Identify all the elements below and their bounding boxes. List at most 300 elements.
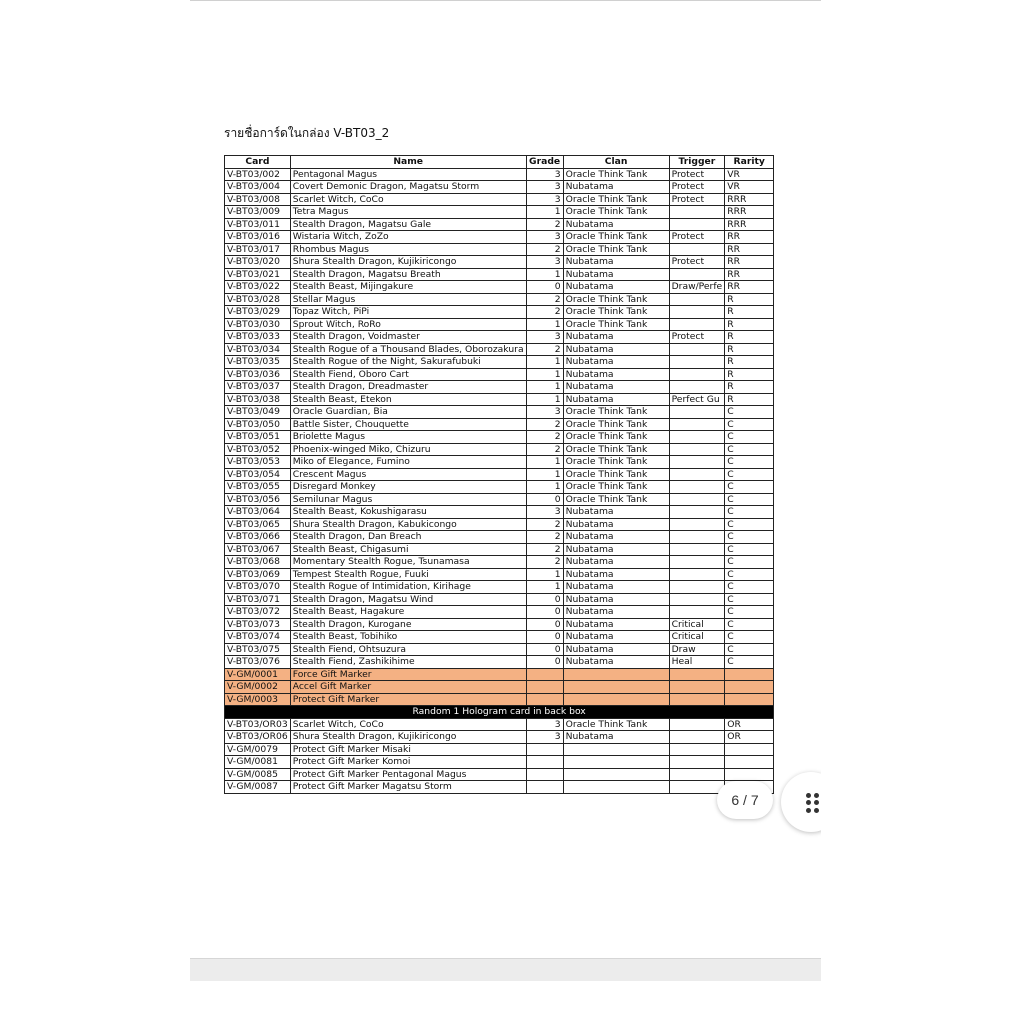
table-row (225, 193, 774, 206)
cell-name: Semilunar Magus (290, 493, 526, 506)
cell-grade: 1 (526, 381, 563, 394)
cell-card: V-BT03/OR06 (225, 731, 291, 744)
cell-card: V-BT03/011 (225, 218, 291, 231)
cell-rarity: RRR (725, 206, 774, 219)
cell-trigger (669, 543, 725, 556)
cell-name: Protect Gift Marker Magatsu Storm (290, 781, 526, 794)
cell-clan: Nubatama (563, 256, 669, 269)
cell-grade: 1 (526, 206, 563, 219)
cell-card: V-BT03/004 (225, 181, 291, 194)
cell-clan: Nubatama (563, 731, 669, 744)
cell-clan: Oracle Think Tank (563, 231, 669, 244)
column-header-clan: Clan (563, 156, 669, 169)
cell-trigger (669, 268, 725, 281)
table-row (225, 493, 774, 506)
cell-clan: Oracle Think Tank (563, 443, 669, 456)
cell-clan: Oracle Think Tank (563, 718, 669, 731)
cell-rarity: RR (725, 243, 774, 256)
table-row (225, 468, 774, 481)
cell-rarity: C (725, 606, 774, 619)
table-row (225, 281, 774, 294)
table-row (225, 731, 774, 744)
cell-rarity: C (725, 456, 774, 469)
table-row (225, 443, 774, 456)
cell-rarity: C (725, 493, 774, 506)
page-title: รายชื่อการ์ดในกล่อง V-BT03_2 (224, 126, 390, 140)
table-row (225, 768, 774, 781)
cell-name: Oracle Guardian, Bia (290, 406, 526, 419)
cell-clan: Nubatama (563, 643, 669, 656)
cell-rarity: C (725, 531, 774, 544)
cell-rarity: VR (725, 168, 774, 181)
cell-rarity: C (725, 631, 774, 644)
cell-grade: 0 (526, 606, 563, 619)
cell-name: Miko of Elegance, Fumino (290, 456, 526, 469)
cell-card: V-GM/0079 (225, 743, 291, 756)
cell-grade: 2 (526, 556, 563, 569)
cell-name: Shura Stealth Dragon, Kujikiricongo (290, 256, 526, 269)
cell-card: V-BT03/069 (225, 568, 291, 581)
cell-rarity: VR (725, 181, 774, 194)
cell-grade (526, 668, 563, 681)
cell-grade: 3 (526, 506, 563, 519)
cell-name: Stealth Dragon, Dan Breach (290, 531, 526, 544)
cell-clan: Oracle Think Tank (563, 481, 669, 494)
cell-grade: 2 (526, 218, 563, 231)
cell-trigger: Draw/Perfe (669, 281, 725, 294)
cell-name: Accel Gift Marker (290, 681, 526, 694)
cell-rarity: C (725, 406, 774, 419)
cell-grade: 0 (526, 643, 563, 656)
cell-trigger (669, 306, 725, 319)
cell-name: Stealth Beast, Mijingakure (290, 281, 526, 294)
cell-card: V-BT03/028 (225, 293, 291, 306)
cell-name: Protect Gift Marker Misaki (290, 743, 526, 756)
cell-grade: 2 (526, 293, 563, 306)
cell-grade: 1 (526, 368, 563, 381)
table-row (225, 268, 774, 281)
cell-trigger (669, 481, 725, 494)
cell-name: Disregard Monkey (290, 481, 526, 494)
table-row (225, 331, 774, 344)
table-row (225, 293, 774, 306)
cell-name: Stealth Dragon, Voidmaster (290, 331, 526, 344)
cell-grade: 2 (526, 531, 563, 544)
cell-trigger (669, 756, 725, 769)
cell-clan: Nubatama (563, 368, 669, 381)
cell-card: V-BT03/071 (225, 593, 291, 606)
cell-clan (563, 668, 669, 681)
page-indicator: 6 / 7 (717, 781, 773, 819)
table-row (225, 206, 774, 219)
cell-trigger (669, 293, 725, 306)
cell-clan: Nubatama (563, 506, 669, 519)
table-row (225, 393, 774, 406)
hologram-banner-row (225, 706, 774, 719)
cell-rarity: RR (725, 231, 774, 244)
table-row (225, 231, 774, 244)
cell-trigger (669, 768, 725, 781)
cell-clan: Nubatama (563, 568, 669, 581)
cell-grade: 2 (526, 243, 563, 256)
cell-rarity: C (725, 543, 774, 556)
cell-rarity: RR (725, 281, 774, 294)
cell-rarity: R (725, 306, 774, 319)
cell-rarity: C (725, 581, 774, 594)
cell-clan: Oracle Think Tank (563, 456, 669, 469)
cell-trigger (669, 743, 725, 756)
cell-name: Briolette Magus (290, 431, 526, 444)
cell-name: Covert Demonic Dragon, Magatsu Storm (290, 181, 526, 194)
cell-grade: 3 (526, 731, 563, 744)
table-row (225, 743, 774, 756)
cell-card: V-BT03/054 (225, 468, 291, 481)
cell-trigger (669, 493, 725, 506)
cell-trigger: Protect (669, 231, 725, 244)
cell-grade (526, 756, 563, 769)
cell-rarity: RR (725, 256, 774, 269)
cell-trigger: Critical (669, 631, 725, 644)
cell-card: V-BT03/050 (225, 418, 291, 431)
cell-rarity: R (725, 343, 774, 356)
cell-grade: 2 (526, 343, 563, 356)
table-row (225, 568, 774, 581)
cell-name: Tetra Magus (290, 206, 526, 219)
cell-clan: Nubatama (563, 518, 669, 531)
cell-name: Force Gift Marker (290, 668, 526, 681)
cell-name: Stealth Dragon, Dreadmaster (290, 381, 526, 394)
cell-card: V-BT03/022 (225, 281, 291, 294)
cell-name: Scarlet Witch, CoCo (290, 193, 526, 206)
cell-rarity: C (725, 468, 774, 481)
cell-trigger (669, 456, 725, 469)
cell-name: Stealth Fiend, Ohtsuzura (290, 643, 526, 656)
cell-clan: Oracle Think Tank (563, 193, 669, 206)
cell-clan: Oracle Think Tank (563, 243, 669, 256)
column-header-name: Name (290, 156, 526, 169)
cell-card: V-BT03/009 (225, 206, 291, 219)
table-row (225, 506, 774, 519)
cell-clan (563, 743, 669, 756)
table-header-row (225, 156, 774, 169)
cell-trigger (669, 206, 725, 219)
cell-name: Pentagonal Magus (290, 168, 526, 181)
cell-trigger: Protect (669, 331, 725, 344)
table-row (225, 318, 774, 331)
cell-trigger: Draw (669, 643, 725, 656)
cell-grade: 1 (526, 356, 563, 369)
cell-name: Stealth Dragon, Magatsu Gale (290, 218, 526, 231)
cell-name: Stealth Dragon, Magatsu Breath (290, 268, 526, 281)
cell-rarity: C (725, 593, 774, 606)
cell-name: Shura Stealth Dragon, Kujikiricongo (290, 731, 526, 744)
cell-clan: Nubatama (563, 631, 669, 644)
table-row (225, 656, 774, 669)
cell-rarity: R (725, 381, 774, 394)
cell-clan (563, 781, 669, 794)
cell-clan (563, 681, 669, 694)
cell-name: Wistaria Witch, ZoZo (290, 231, 526, 244)
cell-name: Stealth Rogue of a Thousand Blades, Oborozakura (290, 343, 526, 356)
cell-card: V-BT03/038 (225, 393, 291, 406)
cell-trigger (669, 531, 725, 544)
gift-marker-row (225, 681, 774, 694)
cell-clan: Nubatama (563, 393, 669, 406)
cell-clan (563, 756, 669, 769)
cell-trigger (669, 443, 725, 456)
cell-trigger (669, 418, 725, 431)
cell-card: V-BT03/049 (225, 406, 291, 419)
cell-card: V-GM/0087 (225, 781, 291, 794)
table-row (225, 581, 774, 594)
cell-rarity: RRR (725, 218, 774, 231)
column-header-card: Card (225, 156, 291, 169)
cell-rarity: C (725, 418, 774, 431)
cell-rarity: C (725, 556, 774, 569)
table-row (225, 631, 774, 644)
cell-clan: Oracle Think Tank (563, 493, 669, 506)
cell-card: V-BT03/053 (225, 456, 291, 469)
table-row (225, 381, 774, 394)
cell-rarity (725, 668, 774, 681)
cell-rarity: C (725, 643, 774, 656)
cell-clan: Nubatama (563, 356, 669, 369)
cell-clan: Oracle Think Tank (563, 206, 669, 219)
cell-rarity (725, 768, 774, 781)
cell-trigger (669, 693, 725, 706)
gift-marker-row (225, 668, 774, 681)
cell-card: V-BT03/072 (225, 606, 291, 619)
cell-card: V-GM/0003 (225, 693, 291, 706)
table-row (225, 406, 774, 419)
cell-rarity: C (725, 656, 774, 669)
cell-clan: Oracle Think Tank (563, 318, 669, 331)
cell-name: Protect Gift Marker Pentagonal Magus (290, 768, 526, 781)
cell-grade: 1 (526, 568, 563, 581)
cell-trigger (669, 468, 725, 481)
cell-clan: Oracle Think Tank (563, 168, 669, 181)
cell-card: V-BT03/008 (225, 193, 291, 206)
cell-clan: Oracle Think Tank (563, 306, 669, 319)
card-list-table (224, 155, 774, 794)
cell-trigger (669, 243, 725, 256)
cell-name: Stealth Fiend, Zashikihime (290, 656, 526, 669)
cell-card: V-BT03/021 (225, 268, 291, 281)
cell-rarity: C (725, 568, 774, 581)
cell-name: Stealth Beast, Hagakure (290, 606, 526, 619)
cell-rarity: C (725, 506, 774, 519)
cell-trigger (669, 606, 725, 619)
cell-card: V-BT03/076 (225, 656, 291, 669)
cell-trigger (669, 781, 725, 794)
cell-name: Stellar Magus (290, 293, 526, 306)
cell-clan: Nubatama (563, 218, 669, 231)
table-row (225, 431, 774, 444)
cell-name: Crescent Magus (290, 468, 526, 481)
cell-trigger: Protect (669, 193, 725, 206)
cell-grade: 2 (526, 543, 563, 556)
viewer-edge-mask (821, 760, 851, 850)
cell-grade: 2 (526, 306, 563, 319)
cell-clan: Oracle Think Tank (563, 293, 669, 306)
cell-rarity: C (725, 481, 774, 494)
cell-trigger (669, 506, 725, 519)
cell-clan: Nubatama (563, 531, 669, 544)
table-row (225, 518, 774, 531)
cell-card: V-BT03/052 (225, 443, 291, 456)
cell-grade: 3 (526, 193, 563, 206)
cell-rarity: R (725, 293, 774, 306)
cell-grade: 3 (526, 168, 563, 181)
table-row (225, 243, 774, 256)
cell-grade: 3 (526, 181, 563, 194)
table-row (225, 781, 774, 794)
table-row (225, 306, 774, 319)
cell-trigger (669, 406, 725, 419)
cell-name: Stealth Beast, Etekon (290, 393, 526, 406)
cell-rarity (725, 681, 774, 694)
cell-name: Stealth Dragon, Kurogane (290, 618, 526, 631)
cell-clan: Nubatama (563, 581, 669, 594)
cell-grade (526, 693, 563, 706)
table-row (225, 531, 774, 544)
cell-card: V-GM/0001 (225, 668, 291, 681)
cell-rarity (725, 756, 774, 769)
cell-grade: 2 (526, 431, 563, 444)
cell-name: Stealth Beast, Chigasumi (290, 543, 526, 556)
cell-clan: Oracle Think Tank (563, 406, 669, 419)
viewer-bottom-bar (190, 958, 821, 981)
cell-name: Shura Stealth Dragon, Kabukicongo (290, 518, 526, 531)
cell-name: Protect Gift Marker Komoi (290, 756, 526, 769)
table-row (225, 181, 774, 194)
column-header-rarity: Rarity (725, 156, 774, 169)
cell-rarity: R (725, 331, 774, 344)
table-row (225, 643, 774, 656)
cell-trigger (669, 593, 725, 606)
table-row (225, 456, 774, 469)
cell-grade: 3 (526, 231, 563, 244)
cell-grade: 1 (526, 393, 563, 406)
hologram-banner: Random 1 Hologram card in back box (225, 706, 774, 719)
cell-name: Momentary Stealth Rogue, Tsunamasa (290, 556, 526, 569)
cell-name: Topaz Witch, PiPi (290, 306, 526, 319)
cell-card: V-GM/0085 (225, 768, 291, 781)
cell-card: V-BT03/017 (225, 243, 291, 256)
cell-card: V-BT03/020 (225, 256, 291, 269)
cell-trigger (669, 381, 725, 394)
cell-trigger (669, 218, 725, 231)
cell-grade: 0 (526, 493, 563, 506)
cell-grade: 0 (526, 281, 563, 294)
cell-grade: 2 (526, 418, 563, 431)
cell-card: V-BT03/051 (225, 431, 291, 444)
grid-dots-icon (806, 793, 820, 813)
cell-name: Stealth Rogue of the Night, Sakurafubuki (290, 356, 526, 369)
cell-trigger (669, 731, 725, 744)
cell-rarity: OR (725, 731, 774, 744)
cell-rarity: R (725, 393, 774, 406)
cell-rarity: C (725, 443, 774, 456)
cell-clan: Nubatama (563, 268, 669, 281)
cell-clan: Nubatama (563, 343, 669, 356)
cell-trigger (669, 343, 725, 356)
cell-trigger (669, 681, 725, 694)
cell-trigger (669, 318, 725, 331)
cell-grade: 1 (526, 581, 563, 594)
cell-rarity: R (725, 318, 774, 331)
cell-grade: 2 (526, 443, 563, 456)
cell-rarity: R (725, 356, 774, 369)
cell-trigger: Protect (669, 181, 725, 194)
cell-rarity: OR (725, 718, 774, 731)
table-row (225, 356, 774, 369)
cell-trigger: Perfect Gu (669, 393, 725, 406)
cell-card: V-BT03/033 (225, 331, 291, 344)
cell-card: V-BT03/073 (225, 618, 291, 631)
cell-clan: Nubatama (563, 331, 669, 344)
cell-grade: 1 (526, 456, 563, 469)
cell-name: Scarlet Witch, CoCo (290, 718, 526, 731)
column-header-trigger: Trigger (669, 156, 725, 169)
cell-rarity: C (725, 431, 774, 444)
cell-clan: Nubatama (563, 593, 669, 606)
cell-trigger (669, 668, 725, 681)
cell-clan: Oracle Think Tank (563, 431, 669, 444)
cell-clan: Nubatama (563, 556, 669, 569)
cell-card: V-BT03/074 (225, 631, 291, 644)
cell-card: V-GM/0081 (225, 756, 291, 769)
cell-clan: Oracle Think Tank (563, 468, 669, 481)
cell-grade: 3 (526, 256, 563, 269)
cell-grade: 0 (526, 631, 563, 644)
cell-trigger (669, 368, 725, 381)
table-row (225, 606, 774, 619)
cell-name: Stealth Beast, Kokushigarasu (290, 506, 526, 519)
cell-name: Phoenix-winged Miko, Chizuru (290, 443, 526, 456)
cell-card: V-BT03/070 (225, 581, 291, 594)
cell-grade: 0 (526, 618, 563, 631)
cell-name: Stealth Dragon, Magatsu Wind (290, 593, 526, 606)
cell-rarity: C (725, 518, 774, 531)
cell-grade (526, 768, 563, 781)
cell-clan (563, 693, 669, 706)
cell-name: Sprout Witch, RoRo (290, 318, 526, 331)
table-row (225, 168, 774, 181)
cell-trigger (669, 431, 725, 444)
table-row (225, 556, 774, 569)
table-row (225, 543, 774, 556)
cell-name: Protect Gift Marker (290, 693, 526, 706)
table-row (225, 256, 774, 269)
cell-grade: 0 (526, 656, 563, 669)
cell-clan (563, 768, 669, 781)
cell-trigger: Protect (669, 256, 725, 269)
cell-card: V-BT03/029 (225, 306, 291, 319)
cell-grade: 0 (526, 593, 563, 606)
cell-card: V-BT03/068 (225, 556, 291, 569)
cell-clan: Nubatama (563, 543, 669, 556)
column-header-grade: Grade (526, 156, 563, 169)
cell-grade: 1 (526, 318, 563, 331)
cell-card: V-BT03/002 (225, 168, 291, 181)
cell-clan: Nubatama (563, 618, 669, 631)
cell-clan: Nubatama (563, 281, 669, 294)
table-row (225, 218, 774, 231)
cell-trigger (669, 518, 725, 531)
cell-trigger (669, 718, 725, 731)
table-row (225, 418, 774, 431)
